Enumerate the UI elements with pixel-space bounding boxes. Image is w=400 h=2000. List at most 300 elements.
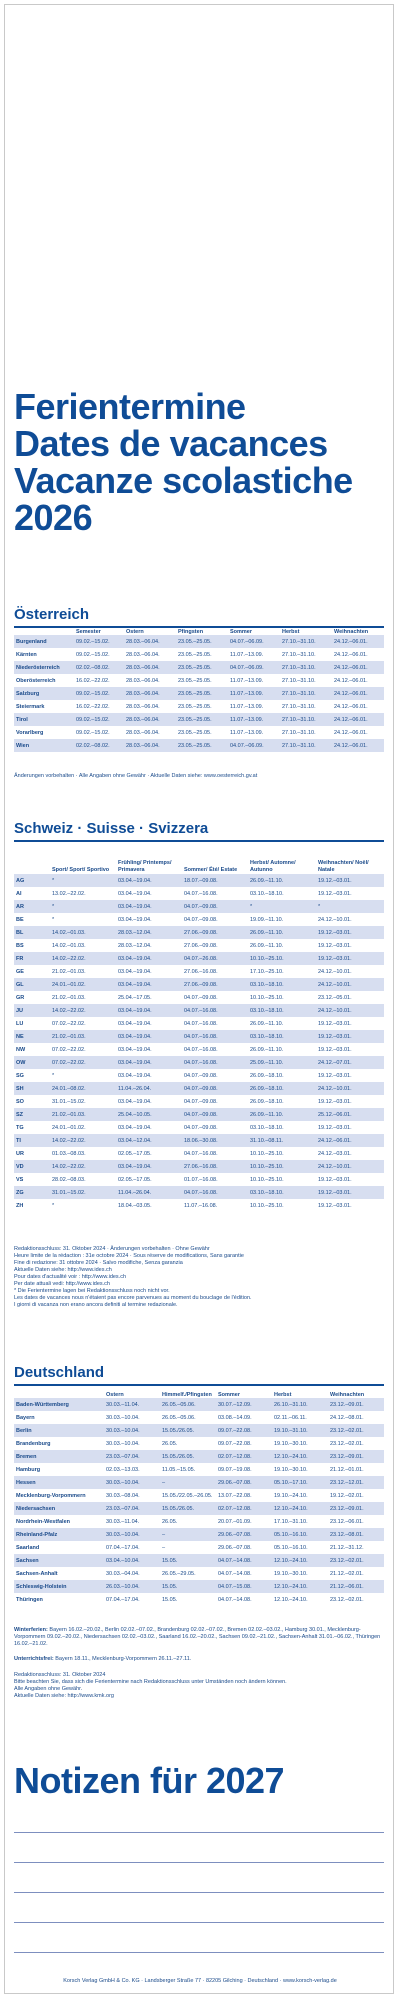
table-cell: 09.07.–19.08. bbox=[218, 1466, 252, 1473]
table-cell: 03.04.–19.04. bbox=[118, 1020, 152, 1027]
table-row bbox=[14, 1017, 384, 1030]
column-header: Weihnachten/ Noël/ Natale bbox=[318, 860, 369, 873]
table-cell: 24.12.–10.01. bbox=[316, 1004, 384, 1017]
table-cell: 26.09.–18.10. bbox=[250, 1098, 284, 1105]
table-cell: * bbox=[248, 900, 316, 913]
table-row bbox=[14, 1186, 384, 1199]
table-cell: 04.07.–16.08. bbox=[184, 890, 218, 897]
table-cell: 29.06.–07.08. bbox=[216, 1476, 272, 1489]
row-label: AR bbox=[14, 900, 50, 913]
table-row bbox=[14, 887, 384, 900]
table-cell: 28.03.–12.04. bbox=[116, 926, 182, 939]
table-cell: 19.09.–11.10. bbox=[250, 916, 284, 923]
row-label: BS bbox=[16, 942, 24, 949]
table-cell: 19.12.–03.01. bbox=[318, 1202, 352, 1209]
table-cell: 24.12.–06.01. bbox=[332, 739, 384, 752]
column-header: Herbst bbox=[282, 629, 300, 635]
table-row bbox=[14, 1134, 384, 1147]
table-cell: 14.02.–22.02. bbox=[50, 1134, 116, 1147]
table-cell: 09.02.–15.02. bbox=[74, 713, 124, 726]
table-row bbox=[14, 1082, 384, 1095]
table-row bbox=[14, 1030, 384, 1043]
table-cell: 07.02.–22.02. bbox=[52, 1046, 86, 1053]
note-line: Aktuelle Daten siehe: http://www.kmk.org bbox=[14, 1693, 114, 1699]
table-cell: 01.03.–08.03. bbox=[52, 1150, 86, 1157]
table-cell: 11.07.–16.08. bbox=[184, 1202, 218, 1209]
table-cell: 29.06.–07.08. bbox=[216, 1528, 272, 1541]
table-cell: 03.04.–19.04. bbox=[118, 890, 152, 897]
table-cell: 30.03.–04.04. bbox=[106, 1570, 140, 1577]
table-cell: 11.07.–13.09. bbox=[230, 703, 264, 710]
table-cell: 14.02.–01.03. bbox=[52, 942, 86, 949]
table-cell: 11.07.–13.09. bbox=[230, 651, 264, 658]
table-cell: * bbox=[52, 1202, 55, 1209]
table-cell: 25.04.–10.05. bbox=[116, 1108, 182, 1121]
table-cell: 27.10.–31.10. bbox=[280, 713, 332, 726]
row-label: JU bbox=[14, 1004, 50, 1017]
table-cell: 29.06.–07.08. bbox=[218, 1544, 252, 1551]
table-cell: 27.10.–31.10. bbox=[280, 635, 332, 648]
table-cell: 03.08.–14.09. bbox=[218, 1414, 252, 1421]
table-cell: 04.07.–09.08. bbox=[184, 994, 218, 1001]
table-cell: 24.12.–06.01. bbox=[332, 687, 384, 700]
table-cell: 26.05.–05.06. bbox=[160, 1398, 216, 1411]
notes-title: Notizen für 2027 bbox=[14, 1760, 285, 1801]
table-cell: 18.07.–09.08. bbox=[182, 874, 248, 887]
table-cell: 30.07.–12.09. bbox=[216, 1398, 272, 1411]
table-cell: 26.05.–29.05. bbox=[162, 1570, 196, 1577]
note-line: Redaktionsschluss: 31. Oktober 2024 · Änderungen vorbehalten · Ohne Gewähr bbox=[14, 1246, 210, 1252]
table-row bbox=[14, 1463, 384, 1476]
table-cell: 23.12.–09.01. bbox=[328, 1398, 384, 1411]
note-line: Redaktionsschluss: 31. Oktober 2024 bbox=[14, 1672, 106, 1678]
table-row bbox=[14, 674, 384, 687]
table-cell: 07.02.–22.02. bbox=[52, 1020, 86, 1027]
table-cell: 21.02.–01.03. bbox=[50, 1108, 116, 1121]
notes-line bbox=[14, 1952, 384, 1953]
column-header: Ostern bbox=[126, 629, 144, 635]
row-label: Tirol bbox=[14, 713, 74, 726]
note-line: Alle Angaben ohne Gewähr. bbox=[14, 1686, 83, 1692]
row-label: Salzburg bbox=[14, 687, 74, 700]
table-cell: 21.02.–01.03. bbox=[52, 994, 86, 1001]
column-header: Ostern bbox=[106, 1392, 124, 1398]
table-cell: 24.12.–06.01. bbox=[334, 729, 368, 736]
table-cell: 30.03.–10.04. bbox=[104, 1476, 160, 1489]
table-cell: 23.05.–25.05. bbox=[176, 739, 228, 752]
table-cell: 30.03.–10.04. bbox=[104, 1528, 160, 1541]
table-cell: 04.07.–06.09. bbox=[228, 661, 280, 674]
germany-heading: Deutschland bbox=[14, 1364, 105, 1381]
table-cell: 15.05./22.05.–26.05. bbox=[162, 1492, 213, 1499]
table-cell: 10.10.–25.10. bbox=[248, 952, 316, 965]
table-cell: 24.12.–08.01. bbox=[330, 1414, 364, 1421]
table-cell: 04.07.–09.08. bbox=[184, 1072, 218, 1079]
column-header: Weihnachten bbox=[330, 1392, 365, 1398]
row-label: BL bbox=[14, 926, 50, 939]
table-cell: 23.03.–07.04. bbox=[104, 1450, 160, 1463]
table-cell: 02.07.–12.08. bbox=[216, 1502, 272, 1515]
table-cell: 23.05.–25.05. bbox=[176, 687, 228, 700]
swiss-notes bbox=[14, 1246, 384, 1309]
table-cell: 05.10.–16.10. bbox=[272, 1528, 328, 1541]
table-row bbox=[14, 952, 384, 965]
column-header: Himmelf./Pfingsten bbox=[162, 1392, 212, 1398]
germany-free bbox=[14, 1656, 384, 1663]
table-cell: 23.12.–02.01. bbox=[328, 1554, 384, 1567]
table-row bbox=[14, 1554, 384, 1567]
note-line: Fine di redazione: 31 ottobre 2024 · Salvo modifiche, Senza garanzia bbox=[14, 1260, 183, 1266]
table-row bbox=[14, 1069, 384, 1082]
row-label: SH bbox=[14, 1082, 50, 1095]
table-cell: 24.12.–07.01. bbox=[316, 1056, 384, 1069]
table-cell: 13.02.–22.02. bbox=[52, 890, 86, 897]
table-cell: 04.07.–16.08. bbox=[184, 1020, 218, 1027]
row-label: Sachsen bbox=[14, 1554, 104, 1567]
table-cell: 13.07.–22.08. bbox=[218, 1492, 252, 1499]
table-cell: 19.12.–03.01. bbox=[316, 874, 384, 887]
table-cell: 23.05.–25.05. bbox=[176, 713, 228, 726]
table-cell: 10.10.–25.10. bbox=[250, 1176, 284, 1183]
table-cell: 03.10.–18.10. bbox=[248, 1004, 316, 1017]
note-line: Per date attuali vedi: http://www.ides.ch bbox=[14, 1281, 110, 1287]
table-cell: 10.10.–25.10. bbox=[248, 1160, 316, 1173]
row-label: Bremen bbox=[14, 1450, 104, 1463]
table-cell: 26.09.–11.10. bbox=[250, 942, 284, 949]
row-label: ZG bbox=[14, 1186, 50, 1199]
table-cell: 12.10.–24.10. bbox=[274, 1596, 308, 1603]
table-cell: 27.06.–09.08. bbox=[182, 978, 248, 991]
table-cell: 23.05.–25.05. bbox=[176, 661, 228, 674]
table-cell: 24.12.–06.01. bbox=[332, 635, 384, 648]
table-cell: 14.02.–01.03. bbox=[50, 926, 116, 939]
row-label: ZH bbox=[16, 1202, 24, 1209]
table-cell: – bbox=[160, 1476, 216, 1489]
row-label: TG bbox=[16, 1124, 24, 1131]
table-cell: 03.04.–19.04. bbox=[116, 900, 182, 913]
table-cell: 03.04.–19.04. bbox=[118, 1072, 152, 1079]
table-cell: 05.10.–16.10. bbox=[274, 1544, 308, 1551]
table-cell: 10.10.–25.10. bbox=[250, 1150, 284, 1157]
table-cell: 04.07.–16.08. bbox=[184, 1150, 218, 1157]
table-cell: 26.05. bbox=[162, 1440, 178, 1447]
table-cell: 11.07.–13.09. bbox=[230, 729, 264, 736]
table-cell: 07.04.–17.04. bbox=[106, 1544, 140, 1551]
table-row bbox=[14, 991, 384, 1004]
table-cell: 07.04.–17.04. bbox=[106, 1596, 140, 1603]
row-label: GL bbox=[14, 978, 50, 991]
table-cell: 10.10.–25.10. bbox=[250, 1202, 284, 1209]
table-row bbox=[14, 661, 384, 674]
page-title bbox=[14, 388, 353, 536]
table-cell: 02.07.–12.08. bbox=[216, 1450, 272, 1463]
row-label: Niederösterreich bbox=[14, 661, 74, 674]
table-cell: 09.07.–22.08. bbox=[218, 1440, 252, 1447]
column-header: Sport/ Sport/ Sportivo bbox=[52, 867, 110, 873]
table-cell: 12.10.–24.10. bbox=[272, 1554, 328, 1567]
note-line: * Die Ferientermine lagen bei Redaktionsschluss noch nicht vor. bbox=[14, 1288, 170, 1294]
row-label: SZ bbox=[14, 1108, 50, 1121]
table-cell: 21.12.–02.01. bbox=[330, 1570, 364, 1577]
table-cell: 23.12.–09.01. bbox=[328, 1502, 384, 1515]
row-label: Niedersachsen bbox=[14, 1502, 104, 1515]
table-row bbox=[14, 1147, 384, 1160]
table-cell: 24.12.–10.01. bbox=[316, 1160, 384, 1173]
table-row bbox=[14, 739, 384, 752]
table-row bbox=[14, 1476, 384, 1489]
note-line: Pour dates d'actualité voir : http://www.ides.ch bbox=[14, 1274, 127, 1280]
table-cell: 27.10.–31.10. bbox=[282, 703, 316, 710]
table-cell: 03.10.–18.10. bbox=[250, 890, 284, 897]
table-cell: 04.07.–14.08. bbox=[218, 1596, 252, 1603]
table-cell: 28.03.–06.04. bbox=[124, 739, 176, 752]
row-label: Thüringen bbox=[16, 1596, 43, 1603]
table-cell: 04.07.–09.08. bbox=[182, 900, 248, 913]
table-cell: 09.02.–15.02. bbox=[76, 651, 110, 658]
table-cell: 19.12.–03.01. bbox=[318, 942, 352, 949]
table-cell: 15.05. bbox=[162, 1596, 178, 1603]
table-row bbox=[14, 913, 384, 926]
table-cell: 23.12.–02.01. bbox=[330, 1440, 364, 1447]
table-row bbox=[14, 687, 384, 700]
table-cell: 25.12.–06.01. bbox=[316, 1108, 384, 1121]
table-cell: 15.05./26.05. bbox=[160, 1424, 216, 1437]
row-label: Baden-Württemberg bbox=[14, 1398, 104, 1411]
table-cell: 23.05.–25.05. bbox=[178, 677, 212, 684]
table-cell: 28.03.–06.04. bbox=[126, 677, 160, 684]
table-row bbox=[14, 1424, 384, 1437]
table-cell: 23.12.–05.01. bbox=[318, 994, 352, 1001]
table-row bbox=[14, 1502, 384, 1515]
row-label: Bayern bbox=[16, 1414, 35, 1421]
table-cell: 23.12.–08.01. bbox=[328, 1528, 384, 1541]
table-cell: 11.04.–26.04. bbox=[116, 1186, 182, 1199]
note-line: Aktuelle Daten siehe: http://www.ides.ch bbox=[14, 1267, 112, 1273]
table-cell: 02.02.–08.02. bbox=[74, 661, 124, 674]
table-cell: 26.05. bbox=[162, 1518, 178, 1525]
table-row bbox=[14, 1173, 384, 1186]
table-row bbox=[14, 1056, 384, 1069]
table-cell: 11.07.–13.09. bbox=[228, 713, 280, 726]
row-label: VD bbox=[14, 1160, 50, 1173]
table-cell: 24.01.–01.02. bbox=[52, 1124, 86, 1131]
table-cell: 19.10.–30.10. bbox=[274, 1440, 308, 1447]
table-cell: 07.02.–22.02. bbox=[50, 1056, 116, 1069]
table-cell: 09.07.–22.08. bbox=[216, 1424, 272, 1437]
table-row bbox=[14, 1004, 384, 1017]
table-cell: 04.07.–06.09. bbox=[228, 635, 280, 648]
table-cell: 18.06.–30.08. bbox=[182, 1134, 248, 1147]
column-header: Semester bbox=[76, 629, 101, 635]
table-cell: 24.12.–10.01. bbox=[318, 916, 352, 923]
table-row bbox=[14, 900, 384, 913]
table-cell: 03.04.–19.04. bbox=[118, 1046, 152, 1053]
table-row bbox=[14, 939, 384, 952]
table-cell: 02.03.–13.03. bbox=[106, 1466, 140, 1473]
column-header: Frühling/ Printemps/ Primavera bbox=[118, 860, 172, 873]
table-cell: 31.10.–08.11. bbox=[248, 1134, 316, 1147]
table-cell: 24.12.–03.01. bbox=[318, 1150, 352, 1157]
table-cell: 17.10.–25.10. bbox=[250, 968, 284, 975]
table-cell: 19.12.–03.01. bbox=[316, 1186, 384, 1199]
row-label: LU bbox=[16, 1020, 24, 1027]
table-cell: 28.03.–06.04. bbox=[126, 651, 160, 658]
row-label: AG bbox=[14, 874, 50, 887]
table-row bbox=[14, 1593, 384, 1606]
notes-line bbox=[14, 1862, 384, 1863]
table-cell: 16.02.–22.02. bbox=[76, 677, 110, 684]
table-cell: 26.10.–31.10. bbox=[272, 1398, 328, 1411]
title-year: 2026 bbox=[14, 497, 93, 538]
table-cell: 24.01.–08.02. bbox=[50, 1082, 116, 1095]
column-header: Sommer bbox=[218, 1392, 241, 1398]
swiss-table bbox=[14, 842, 384, 1212]
table-cell: 04.07.–16.08. bbox=[184, 1046, 218, 1053]
table-cell: 15.05./26.05. bbox=[160, 1502, 216, 1515]
column-header bbox=[14, 1386, 104, 1398]
table-cell: 28.03.–06.04. bbox=[124, 713, 176, 726]
table-cell: 04.07.–16.08. bbox=[182, 1186, 248, 1199]
germany-table bbox=[14, 1386, 384, 1606]
table-cell: 30.03.–10.04. bbox=[106, 1440, 140, 1447]
column-header: Weihnachten bbox=[334, 629, 369, 635]
table-cell: 19.12.–03.01. bbox=[318, 1176, 352, 1183]
table-cell: 04.07.–09.08. bbox=[184, 1124, 218, 1131]
row-label: GR bbox=[16, 994, 25, 1001]
table-cell: 26.09.–18.10. bbox=[248, 1082, 316, 1095]
table-cell: 26.09.–18.10. bbox=[250, 1072, 284, 1079]
notes-line bbox=[14, 1922, 384, 1923]
table-cell: 26.09.–11.10. bbox=[250, 1020, 284, 1027]
table-cell: 03.04.–19.04. bbox=[118, 916, 152, 923]
table-cell: 23.05.–25.05. bbox=[178, 729, 212, 736]
table-cell: 19.12.–03.01. bbox=[318, 1098, 352, 1105]
table-cell: 27.06.–16.08. bbox=[184, 968, 218, 975]
table-cell: 12.10.–24.10. bbox=[272, 1450, 328, 1463]
table-row bbox=[14, 1437, 384, 1450]
table-cell: 03.04.–19.04. bbox=[116, 1056, 182, 1069]
table-cell: 19.12.–03.01. bbox=[316, 952, 384, 965]
table-cell: 19.12.–03.01. bbox=[318, 1124, 352, 1131]
table-row bbox=[14, 1489, 384, 1502]
table-cell: 03.10.–18.10. bbox=[248, 1030, 316, 1043]
austria-rule bbox=[14, 626, 384, 628]
table-row bbox=[14, 1160, 384, 1173]
table-row bbox=[14, 1095, 384, 1108]
table-cell: 15.05. bbox=[160, 1554, 216, 1567]
table-cell: 19.12.–03.01. bbox=[318, 1020, 352, 1027]
table-cell: 24.12.–06.01. bbox=[334, 651, 368, 658]
table-cell: 19.10.–31.10. bbox=[272, 1424, 328, 1437]
table-cell: 19.10.–30.10. bbox=[274, 1466, 308, 1473]
table-cell: 04.07.–14.08. bbox=[216, 1554, 272, 1567]
table-cell: 25.04.–17.05. bbox=[118, 994, 152, 1001]
table-cell: 05.10.–17.10. bbox=[272, 1476, 328, 1489]
table-cell: 19.12.–03.01. bbox=[316, 926, 384, 939]
table-cell: 03.04.–19.04. bbox=[118, 1098, 152, 1105]
note-line: Heure limite de la rédaction : 31e octobre 2024 · Sous réserve de modifications, Sans garantie bbox=[14, 1253, 244, 1259]
row-label: UR bbox=[16, 1150, 24, 1157]
table-cell: 30.03.–11.04. bbox=[104, 1398, 160, 1411]
table-cell: 23.12.–02.01. bbox=[328, 1424, 384, 1437]
table-cell: 03.10.–18.10. bbox=[248, 1186, 316, 1199]
table-cell: 02.02.–08.02. bbox=[74, 739, 124, 752]
row-label: OW bbox=[14, 1056, 50, 1069]
table-cell: 04.07.–26.08. bbox=[182, 952, 248, 965]
table-cell: 02.11.–06.11. bbox=[274, 1414, 307, 1421]
table-row bbox=[14, 635, 384, 648]
table-row bbox=[14, 978, 384, 991]
table-cell: 19.12.–03.01. bbox=[318, 1072, 352, 1079]
row-label: Wien bbox=[14, 739, 74, 752]
table-row bbox=[14, 1043, 384, 1056]
winter-label: Winterferien: bbox=[14, 1627, 48, 1633]
austria-table bbox=[14, 629, 384, 752]
table-cell: 03.04.–12.04. bbox=[116, 1134, 182, 1147]
table-row bbox=[14, 713, 384, 726]
table-cell: 28.03.–06.04. bbox=[126, 703, 160, 710]
table-cell: 23.12.–06.01. bbox=[330, 1518, 364, 1525]
row-label: BE bbox=[16, 916, 24, 923]
row-label: Hessen bbox=[14, 1476, 104, 1489]
table-cell: 04.07.–14.08. bbox=[218, 1570, 252, 1577]
title-line-1: Ferientermine bbox=[14, 386, 246, 427]
table-row bbox=[14, 1411, 384, 1424]
table-cell: 21.12.–01.01. bbox=[330, 1466, 364, 1473]
row-label: Schleswig-Holstein bbox=[14, 1580, 104, 1593]
table-cell: 02.05.–17.05. bbox=[118, 1176, 152, 1183]
table-cell: 27.06.–09.08. bbox=[182, 926, 248, 939]
table-cell: 10.10.–25.10. bbox=[250, 994, 284, 1001]
table-cell: * bbox=[316, 900, 384, 913]
table-cell: 04.07.–15.08. bbox=[216, 1580, 272, 1593]
table-cell: 15.05. bbox=[160, 1580, 216, 1593]
table-cell: 24.01.–01.02. bbox=[50, 978, 116, 991]
table-cell: 24.12.–06.01. bbox=[332, 661, 384, 674]
row-label: Saarland bbox=[16, 1544, 40, 1551]
note-line: Bitte beachten Sie, dass sich die Ferientermine nach Redaktionsschluss unter Umständen noch ändern können. bbox=[14, 1679, 287, 1685]
table-row bbox=[14, 726, 384, 739]
row-label: Vorarlberg bbox=[16, 729, 44, 736]
table-cell: 14.02.–22.02. bbox=[50, 1160, 116, 1173]
table-cell: 11.07.–13.09. bbox=[228, 687, 280, 700]
column-header: Herbst bbox=[274, 1392, 292, 1398]
table-cell: 26.05.–05.06. bbox=[162, 1414, 196, 1421]
publisher-footer: Korsch Verlag GmbH & Co. KG · Landsberger Straße 77 · 82205 Gilching · Deutschland · www.korsch-verlag.de bbox=[63, 1978, 337, 1984]
column-header: Herbst/ Automne/ Autunno bbox=[250, 860, 296, 873]
table-cell: 19.12.–02.01. bbox=[330, 1492, 364, 1499]
table-row bbox=[14, 926, 384, 939]
table-cell: 11.07.–13.09. bbox=[230, 677, 264, 684]
table-row bbox=[14, 1515, 384, 1528]
table-cell: 03.04.–19.04. bbox=[118, 968, 152, 975]
table-cell: 27.10.–31.10. bbox=[280, 739, 332, 752]
table-cell: 09.02.–15.02. bbox=[76, 729, 110, 736]
table-cell: 23.05.–25.05. bbox=[178, 703, 212, 710]
swiss-heading: Schweiz · Suisse · Svizzera bbox=[14, 820, 209, 837]
row-label: Mecklenburg-Vorpommern bbox=[16, 1492, 86, 1499]
table-cell: 24.12.–06.01. bbox=[332, 713, 384, 726]
table-cell: * bbox=[52, 916, 55, 923]
table-cell: 24.12.–06.01. bbox=[334, 703, 368, 710]
table-cell: 27.10.–31.10. bbox=[282, 729, 316, 736]
table-cell: 27.10.–31.10. bbox=[282, 677, 316, 684]
table-cell: 04.07.–06.09. bbox=[228, 739, 280, 752]
table-cell: 12.10.–24.10. bbox=[272, 1580, 328, 1593]
table-cell: 03.04.–10.04. bbox=[104, 1554, 160, 1567]
row-label: AI bbox=[16, 890, 22, 897]
table-cell: 26.09.–11.10. bbox=[250, 1046, 284, 1053]
